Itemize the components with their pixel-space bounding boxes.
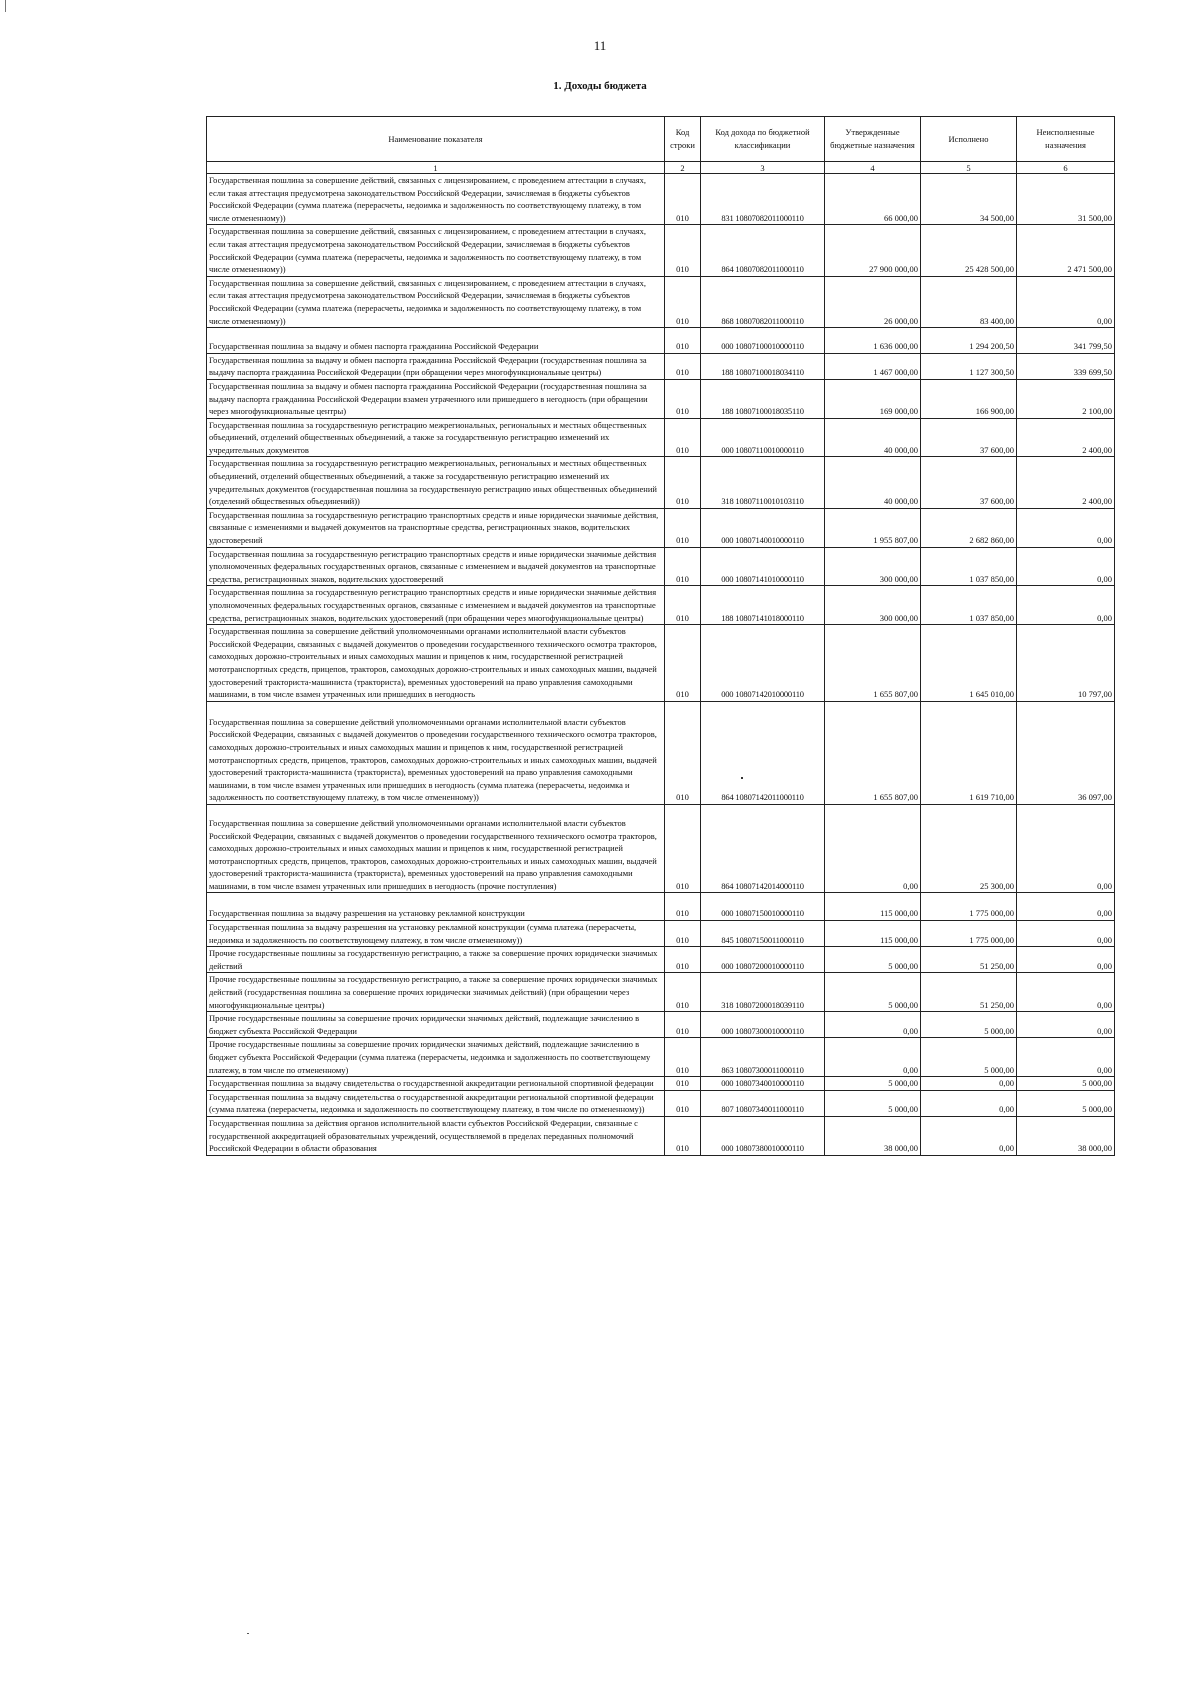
row-class-code: 863 10807300011000110 — [701, 1038, 825, 1077]
row-unexecuted: 0,00 — [1017, 508, 1115, 547]
table-row — [207, 225, 1115, 276]
row-line-code: 010 — [665, 508, 701, 547]
row-name: Прочие государственные пошлины за государственную регистрацию, а также за совершение прочих юридически значимых действий (государственная пошлина за совершение прочих юридически значимых действий) (при обращении через многофункциональные центры) — [207, 973, 665, 1012]
row-executed: 166 900,00 — [921, 379, 1017, 418]
row-line-code: 010 — [665, 418, 701, 457]
row-approved: 300 000,00 — [825, 586, 921, 625]
row-unexecuted: 0,00 — [1017, 1012, 1115, 1038]
row-unexecuted: 341 799,50 — [1017, 328, 1115, 354]
row-line-code: 010 — [665, 947, 701, 973]
header-unexecuted: Неисполненные назначения — [1017, 117, 1115, 162]
row-class-code: 868 10807082011000110 — [701, 276, 825, 327]
row-unexecuted: 0,00 — [1017, 276, 1115, 327]
row-line-code: 010 — [665, 276, 701, 327]
row-unexecuted: 2 100,00 — [1017, 379, 1115, 418]
row-class-code: 864 10807142011000110 — [701, 701, 825, 804]
row-executed: 1 619 710,00 — [921, 701, 1017, 804]
row-unexecuted: 2 471 500,00 — [1017, 225, 1115, 276]
row-executed: 2 682 860,00 — [921, 508, 1017, 547]
row-unexecuted: 0,00 — [1017, 921, 1115, 947]
row-class-code: 831 10807082011000110 — [701, 174, 825, 225]
row-class-code: 000 10807141010000110 — [701, 547, 825, 586]
table-row — [207, 804, 1115, 893]
row-name: Государственная пошлина за совершение действий уполномоченными органами исполнительной власти субъектов Российской Федерации, связанных с выдачей документов о проведении государственного технического осмотра тракторов, самоходных дорожно-строительных и иных самоходных машин и прицепов к ним, государственной регистрацией мототранспортных средств, прицепов, тракторов, самоходных дорожно-строительных и иных самоходных машин, выдачей удостоверений тракториста-машиниста (тракториста), временных удостоверений на право управления самоходными машинами, в том числе взамен утраченных или пришедших в негодность (сумма платежа (перерасчеты, недоимка и задолженность по соответствующему платежу, в том числе отмененному)) — [207, 701, 665, 804]
budget-income-table-wrap — [206, 116, 1114, 1156]
row-approved: 300 000,00 — [825, 547, 921, 586]
row-executed: 25 300,00 — [921, 804, 1017, 893]
row-line-code: 010 — [665, 921, 701, 947]
row-approved: 0,00 — [825, 1038, 921, 1077]
row-class-code: 845 10807150011000110 — [701, 921, 825, 947]
row-executed: 1 037 850,00 — [921, 547, 1017, 586]
table-row — [207, 1077, 1115, 1091]
row-approved: 66 000,00 — [825, 174, 921, 225]
row-line-code: 010 — [665, 353, 701, 379]
row-approved: 1 467 000,00 — [825, 353, 921, 379]
row-name: Государственная пошлина за действия органов исполнительной власти субъектов Российской Федерации, связанные с государственной аккредитацией образовательных учреждений, осуществляемой в пределах переданных полномочий Российской Федерации в области образования — [207, 1116, 665, 1155]
row-line-code: 010 — [665, 1077, 701, 1091]
row-executed: 5 000,00 — [921, 1038, 1017, 1077]
row-unexecuted: 10 797,00 — [1017, 625, 1115, 702]
row-line-code: 010 — [665, 586, 701, 625]
column-index: 4 — [825, 162, 921, 174]
table-row — [207, 893, 1115, 921]
row-approved: 40 000,00 — [825, 418, 921, 457]
row-approved: 5 000,00 — [825, 973, 921, 1012]
row-executed: 34 500,00 — [921, 174, 1017, 225]
row-class-code: 318 10807200018039110 — [701, 973, 825, 1012]
table-row — [207, 947, 1115, 973]
row-name: Государственная пошлина за выдачу свидетельства о государственной аккредитации региональной спортивной федерации (сумма платежа (перерасчеты, недоимка и задолженность по соответствующему платежу, в том числе по отмененному)) — [207, 1090, 665, 1116]
row-executed: 5 000,00 — [921, 1012, 1017, 1038]
row-approved: 5 000,00 — [825, 1090, 921, 1116]
scan-speck — [741, 777, 743, 779]
row-class-code: 000 10807380010000110 — [701, 1116, 825, 1155]
row-executed: 1 294 200,50 — [921, 328, 1017, 354]
table-row — [207, 701, 1115, 804]
row-approved: 26 000,00 — [825, 276, 921, 327]
header-name: Наименование показателя — [207, 117, 665, 162]
row-name: Государственная пошлина за совершение действий, связанных с лицензированием, с проведением аттестации в случаях, если такая аттестация предусмотрена законодательством Российской Федерации, зачисляемая в бюджеты субъектов Российской Федерации (сумма платежа (перерасчеты, недоимка и задолженность по соответствующему платежу, в том числе отмененному)) — [207, 174, 665, 225]
row-executed: 37 600,00 — [921, 457, 1017, 508]
row-line-code: 010 — [665, 379, 701, 418]
row-class-code: 000 10807340010000110 — [701, 1077, 825, 1091]
row-name: Государственная пошлина за совершение действий, связанных с лицензированием, с проведением аттестации в случаях, если такая аттестация предусмотрена законодательством Российской Федерации, зачисляемая в бюджеты субъектов Российской Федерации (сумма платежа (перерасчеты, недоимка и задолженность по соответствующему платежу, в том числе отмененному)) — [207, 276, 665, 327]
row-line-code: 010 — [665, 1012, 701, 1038]
row-name: Государственная пошлина за выдачу разрешения на установку рекламной конструкции — [207, 893, 665, 921]
row-approved: 1 655 807,00 — [825, 625, 921, 702]
table-row — [207, 328, 1115, 354]
scan-speck — [247, 1633, 249, 1634]
row-line-code: 010 — [665, 804, 701, 893]
row-executed: 0,00 — [921, 1090, 1017, 1116]
row-name: Государственная пошлина за выдачу свидетельства о государственной аккредитации региональной спортивной федерации — [207, 1077, 665, 1091]
row-executed: 1 037 850,00 — [921, 586, 1017, 625]
row-line-code: 010 — [665, 893, 701, 921]
row-approved: 40 000,00 — [825, 457, 921, 508]
table-row — [207, 625, 1115, 702]
row-name: Государственная пошлина за выдачу и обмен паспорта гражданина Российской Федерации (государственная пошлина за выдачу паспорта гражданина Российской Федерации (при обращении через многофункциональные центры) — [207, 353, 665, 379]
row-approved: 0,00 — [825, 804, 921, 893]
row-class-code: 000 10807200010000110 — [701, 947, 825, 973]
table-row — [207, 379, 1115, 418]
row-line-code: 010 — [665, 328, 701, 354]
table-row — [207, 1012, 1115, 1038]
row-class-code: 000 10807110010000110 — [701, 418, 825, 457]
row-approved: 5 000,00 — [825, 1077, 921, 1091]
row-unexecuted: 38 000,00 — [1017, 1116, 1115, 1155]
row-class-code: 188 10807100018034110 — [701, 353, 825, 379]
row-unexecuted: 36 097,00 — [1017, 701, 1115, 804]
row-executed: 37 600,00 — [921, 418, 1017, 457]
table-row — [207, 418, 1115, 457]
row-name: Прочие государственные пошлины за совершение прочих юридически значимых действий, подлежащие зачислению в бюджет субъекта Российской Федерации (сумма платежа (перерасчеты, недоимка и задолженность по соответствующему платежу, в том числе по отмененному) — [207, 1038, 665, 1077]
row-line-code: 010 — [665, 1038, 701, 1077]
row-unexecuted: 0,00 — [1017, 586, 1115, 625]
row-class-code: 188 10807141018000110 — [701, 586, 825, 625]
header-executed: Исполнено — [921, 117, 1017, 162]
section-title: 1. Доходы бюджета — [553, 80, 647, 92]
row-name: Прочие государственные пошлины за государственную регистрацию, а также за совершение прочих юридически значимых действий — [207, 947, 665, 973]
row-executed: 1 775 000,00 — [921, 893, 1017, 921]
header-class-code: Код дохода по бюджетной классификации — [701, 117, 825, 162]
row-line-code: 010 — [665, 973, 701, 1012]
row-name: Государственная пошлина за совершение действий, связанных с лицензированием, с проведением аттестации в случаях, если такая аттестация предусмотрена законодательством Российской Федерации, зачисляемая в бюджеты субъектов Российской Федерации (сумма платежа (перерасчеты, недоимка и задолженность по соответствующему платежу, в том числе отмененному)) — [207, 225, 665, 276]
row-class-code: 000 10807142010000110 — [701, 625, 825, 702]
row-line-code: 010 — [665, 457, 701, 508]
table-row — [207, 174, 1115, 225]
column-index: 1 — [207, 162, 665, 174]
row-unexecuted: 0,00 — [1017, 1038, 1115, 1077]
row-executed: 51 250,00 — [921, 973, 1017, 1012]
column-index-row — [207, 162, 1115, 174]
header-line-code: Код строки — [665, 117, 701, 162]
row-approved: 38 000,00 — [825, 1116, 921, 1155]
column-index: 2 — [665, 162, 701, 174]
row-line-code: 010 — [665, 1090, 701, 1116]
table-row — [207, 586, 1115, 625]
row-approved: 115 000,00 — [825, 893, 921, 921]
row-class-code: 188 10807100018035110 — [701, 379, 825, 418]
table-row — [207, 973, 1115, 1012]
row-name: Государственная пошлина за государственную регистрацию транспортных средств и иные юридически значимые действия уполномоченных федеральных государственных органов, связанные с изменением и выдачей документов на транспортные средства, регистрационных знаков, водительских удостоверений (при обращении через многофункциональные центры) — [207, 586, 665, 625]
row-line-code: 010 — [665, 1116, 701, 1155]
row-executed: 0,00 — [921, 1116, 1017, 1155]
table-row — [207, 921, 1115, 947]
row-approved: 0,00 — [825, 1012, 921, 1038]
column-index: 3 — [701, 162, 825, 174]
table-row — [207, 1038, 1115, 1077]
row-approved: 27 900 000,00 — [825, 225, 921, 276]
row-name: Прочие государственные пошлины за совершение прочих юридически значимых действий, подлежащие зачислению в бюджет субъекта Российской Федерации — [207, 1012, 665, 1038]
row-approved: 1 655 807,00 — [825, 701, 921, 804]
row-name: Государственная пошлина за выдачу и обмен паспорта гражданина Российской Федерации — [207, 328, 665, 354]
column-index: 6 — [1017, 162, 1115, 174]
row-unexecuted: 31 500,00 — [1017, 174, 1115, 225]
row-unexecuted: 339 699,50 — [1017, 353, 1115, 379]
row-name: Государственная пошлина за государственную регистрацию транспортных средств и иные юридически значимые действия, связанные с изменениями и выдачей документов на транспортные средства, регистрационных знаков, водительских удостоверений — [207, 508, 665, 547]
row-unexecuted: 0,00 — [1017, 804, 1115, 893]
table-row — [207, 508, 1115, 547]
row-name: Государственная пошлина за совершение действий уполномоченными органами исполнительной власти субъектов Российской Федерации, связанных с выдачей документов о проведении государственного технического осмотра тракторов, самоходных дорожно-строительных и иных самоходных машин и прицепов к ним, государственной регистрацией мототранспортных средств, прицепов, тракторов, самоходных дорожно-строительных и иных самоходных машин, выдачей удостоверений тракториста-машиниста (тракториста), временных удостоверений на право управления самоходными машинами, в том числе взамен утраченных или пришедших в негодность (прочие поступления) — [207, 804, 665, 893]
row-name: Государственная пошлина за совершение действий уполномоченными органами исполнительной власти субъектов Российской Федерации, связанных с выдачей документов о проведении государственного технического осмотра тракторов, самоходных дорожно-строительных и иных самоходных машин и прицепов к ним, государственной регистрацией мототранспортных средств, прицепов, тракторов, самоходных дорожно-строительных и иных самоходных машин, выдачей удостоверений тракториста-машиниста (тракториста), временных удостоверений на право управления самоходными машинами, в том числе взамен утраченных или пришедших в негодность — [207, 625, 665, 702]
row-class-code: 864 10807082011000110 — [701, 225, 825, 276]
row-executed: 0,00 — [921, 1077, 1017, 1091]
row-name: Государственная пошлина за государственную регистрацию межрегиональных, региональных и местных общественных объединений, отделений общественных объединений, а также за государственную регистрацию изменений их учредительных документов (государственная пошлина за государственную регистрацию иных общественных объединений (отделений общественных объединений)) — [207, 457, 665, 508]
row-unexecuted: 0,00 — [1017, 893, 1115, 921]
row-class-code: 000 10807300010000110 — [701, 1012, 825, 1038]
row-unexecuted: 0,00 — [1017, 973, 1115, 1012]
row-name: Государственная пошлина за государственную регистрацию транспортных средств и иные юридически значимые действия уполномоченных федеральных государственных органов, связанные с изменением и выдачей документов на транспортные средства, регистрационных знаков, водительских удостоверений — [207, 547, 665, 586]
row-approved: 169 000,00 — [825, 379, 921, 418]
row-line-code: 010 — [665, 625, 701, 702]
row-executed: 1 127 300,50 — [921, 353, 1017, 379]
row-executed: 25 428 500,00 — [921, 225, 1017, 276]
table-row — [207, 457, 1115, 508]
row-line-code: 010 — [665, 701, 701, 804]
table-row — [207, 353, 1115, 379]
table-row — [207, 1116, 1115, 1155]
budget-income-table — [206, 116, 1115, 1156]
row-unexecuted: 2 400,00 — [1017, 457, 1115, 508]
row-unexecuted: 5 000,00 — [1017, 1077, 1115, 1091]
row-name: Государственная пошлина за государственную регистрацию межрегиональных, региональных и местных общественных объединений, отделений общественных объединений, а также за государственную регистрацию изменений их учредительных документов — [207, 418, 665, 457]
row-class-code: 864 10807142014000110 — [701, 804, 825, 893]
row-class-code: 000 10807100010000110 — [701, 328, 825, 354]
scan-edge-mark — [5, 0, 6, 12]
table-row — [207, 547, 1115, 586]
row-name: Государственная пошлина за выдачу разрешения на установку рекламной конструкции (сумма платежа (перерасчеты, недоимка и задолженность по соответствующему платежу, в том числе отмененному)) — [207, 921, 665, 947]
header-approved: Утвержденные бюджетные назначения — [825, 117, 921, 162]
table-row — [207, 1090, 1115, 1116]
row-line-code: 010 — [665, 547, 701, 586]
column-index: 5 — [921, 162, 1017, 174]
page-number: 11 — [593, 38, 607, 53]
row-approved: 1 955 807,00 — [825, 508, 921, 547]
table-body — [207, 174, 1115, 1156]
row-unexecuted: 2 400,00 — [1017, 418, 1115, 457]
row-executed: 51 250,00 — [921, 947, 1017, 973]
row-line-code: 010 — [665, 225, 701, 276]
table-row — [207, 276, 1115, 327]
row-class-code: 000 10807140010000110 — [701, 508, 825, 547]
row-approved: 115 000,00 — [825, 921, 921, 947]
row-unexecuted: 0,00 — [1017, 547, 1115, 586]
row-executed: 1 645 010,00 — [921, 625, 1017, 702]
header-row — [207, 117, 1115, 162]
row-unexecuted: 0,00 — [1017, 947, 1115, 973]
row-approved: 1 636 000,00 — [825, 328, 921, 354]
row-name: Государственная пошлина за выдачу и обмен паспорта гражданина Российской Федерации (государственная пошлина за выдачу паспорта гражданина Российской Федерации взамен утраченного или пришедшего в негодность (при обращении через многофункциональные центры) — [207, 379, 665, 418]
row-class-code: 000 10807150010000110 — [701, 893, 825, 921]
row-executed: 1 775 000,00 — [921, 921, 1017, 947]
row-approved: 5 000,00 — [825, 947, 921, 973]
row-class-code: 318 10807110010103110 — [701, 457, 825, 508]
row-class-code: 807 10807340011000110 — [701, 1090, 825, 1116]
row-executed: 83 400,00 — [921, 276, 1017, 327]
row-line-code: 010 — [665, 174, 701, 225]
row-unexecuted: 5 000,00 — [1017, 1090, 1115, 1116]
